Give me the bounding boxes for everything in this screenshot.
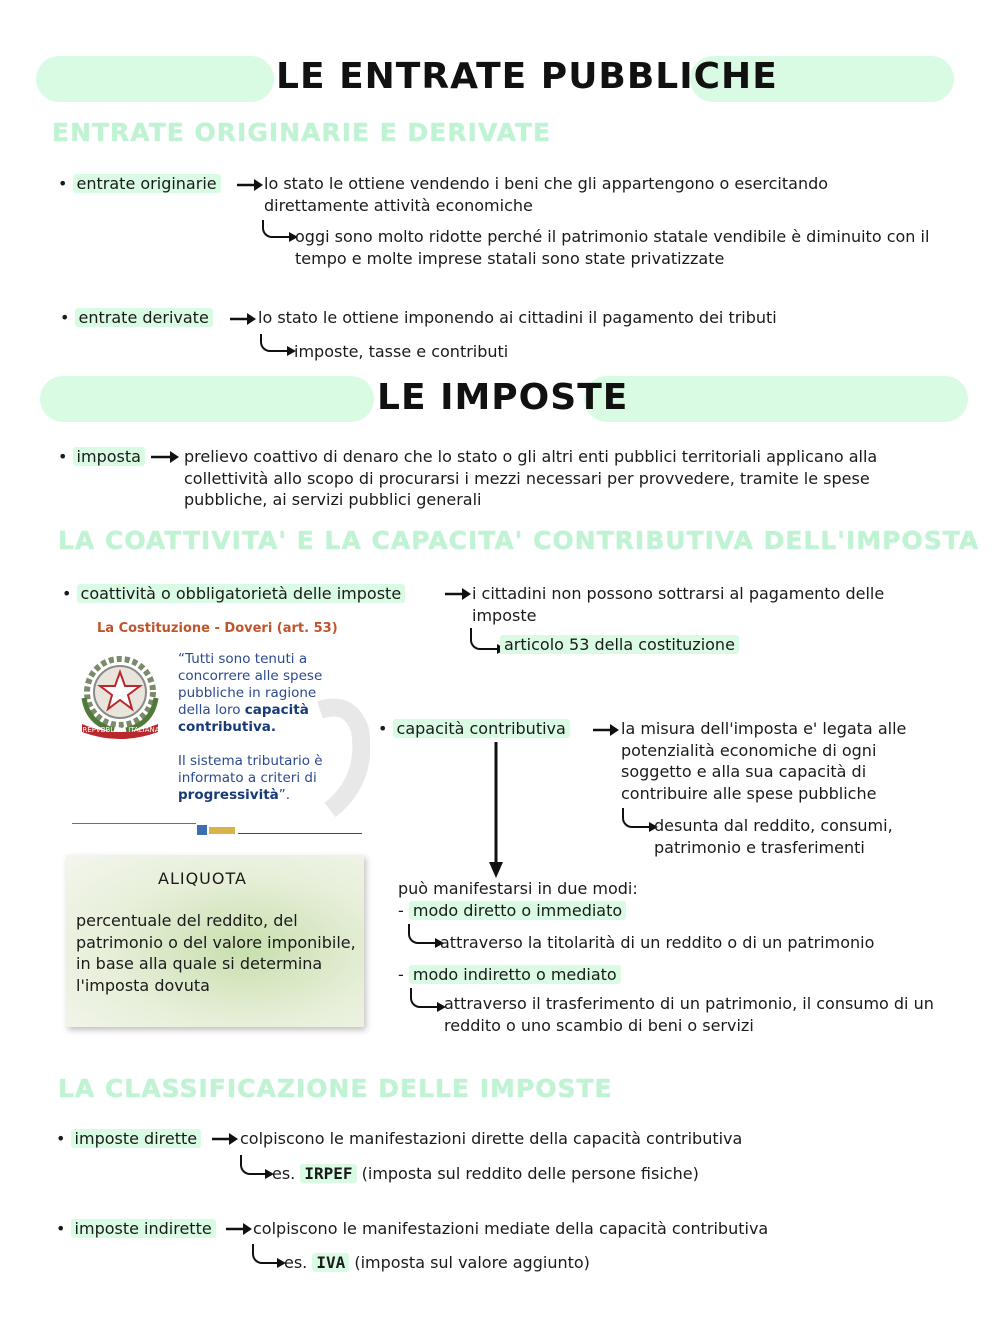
quote-bold-2: progressività bbox=[178, 787, 279, 803]
divider-line-left bbox=[72, 823, 196, 824]
note-modo-diretto: attraverso la titolarità di un reddito o di un patrimonio bbox=[440, 933, 875, 952]
hook-arrow-icon bbox=[262, 220, 290, 238]
bullet-imposte-indirette: • imposte indirette bbox=[56, 1218, 256, 1240]
term-imposte-indirette: imposte indirette bbox=[71, 1219, 216, 1238]
arrow-icon bbox=[592, 723, 620, 737]
hook-arrow-icon bbox=[410, 988, 438, 1008]
term-capacita-contributiva: capacità contributiva bbox=[393, 719, 570, 738]
hook-arrow-icon bbox=[408, 924, 436, 944]
hook-arrow-icon bbox=[470, 628, 498, 650]
def-capacita: la misura dell'imposta e' legata alle potenzialità economiche di ogni soggetto e alla sua capacità di contribuire alle spese pubbliche bbox=[621, 719, 907, 803]
watermark-shape bbox=[290, 690, 370, 820]
section-heading-coattivita: LA COATTIVITA' E LA CAPACITA' CONTRIBUTIVA DELL'IMPOSTA bbox=[58, 526, 980, 555]
term-entrate-originarie: entrate originarie bbox=[73, 174, 221, 193]
note-modo-indiretto: attraverso il trasferimento di un patrimonio, il consumo di un reddito o uno scambio di beni o servizi bbox=[444, 994, 934, 1035]
section-heading-entrate: ENTRATE ORIGINARIE E DERIVATE bbox=[52, 118, 552, 147]
term-iva: IVA bbox=[312, 1253, 349, 1272]
def-imposta: prelievo coattivo di denaro che lo stato o gli altri enti pubblici territoriali applicano alla collettività allo scopo di procurarsi i mezzi necessari per provvedere, tramite le spese pubbliche, ai servizi pubblici generali bbox=[184, 447, 878, 509]
aliquota-title: ALIQUOTA bbox=[158, 869, 247, 888]
bullet-entrate-originarie: • entrate originarie bbox=[58, 173, 268, 195]
page-title: LE ENTRATE PUBBLICHE bbox=[276, 56, 778, 97]
note-entrate-derivate: imposte, tasse e contributi bbox=[294, 342, 509, 361]
bullet-coattivita: • coattività o obbligatorietà delle imposte bbox=[62, 583, 452, 605]
modi-intro: può manifestarsi in due modi: bbox=[398, 879, 638, 898]
def-imposte-indirette: colpiscono le manifestazioni mediate della capacità contributiva bbox=[253, 1219, 769, 1238]
term-irpef: IRPEF bbox=[300, 1164, 356, 1183]
note-capacita: desunta dal reddito, consumi, patrimonio e trasferimenti bbox=[654, 816, 893, 857]
title-highlight-left bbox=[36, 56, 274, 102]
arrow-icon bbox=[229, 312, 257, 326]
iva-full: (imposta sul valore aggiunto) bbox=[354, 1253, 590, 1272]
term-articolo-53: articolo 53 della costituzione bbox=[500, 635, 739, 654]
quote-bold-1: capacità contributiva. bbox=[178, 702, 309, 735]
esempio-irpef bbox=[272, 1163, 872, 1185]
hook-arrow-icon bbox=[252, 1244, 278, 1264]
quote-end: ”. bbox=[278, 787, 291, 803]
bullet-capacita: • capacità contributiva bbox=[378, 718, 608, 740]
costituzione-heading: La Costituzione - Doveri (art. 53) bbox=[97, 621, 338, 636]
hook-arrow-icon bbox=[240, 1155, 266, 1175]
arrow-icon bbox=[444, 587, 472, 601]
seal-text: REPVBBLICA ITALIANA bbox=[82, 726, 160, 734]
irpef-full: (imposta sul reddito delle persone fisiche) bbox=[361, 1164, 699, 1183]
note-coattivita bbox=[500, 634, 800, 656]
aliquota-text: percentuale del reddito, del patrimonio o del valore imponibile, in base alla quale si determina l'imposta dovuta bbox=[76, 911, 356, 995]
term-modo-indiretto: modo indiretto o mediato bbox=[409, 965, 621, 984]
def-imposte-dirette: colpiscono le manifestazioni dirette della capacità contributiva bbox=[240, 1129, 743, 1148]
def-entrate-originarie: lo stato le ottiene vendendo i beni che gli appartengono o esercitando direttamente attività economiche bbox=[264, 174, 829, 215]
modo-diretto: - modo diretto o immediato bbox=[398, 900, 798, 922]
arrow-down-icon bbox=[486, 742, 506, 880]
title-highlight-left bbox=[40, 376, 374, 422]
es-label: es. bbox=[272, 1164, 296, 1183]
term-modo-diretto: modo diretto o immediato bbox=[409, 901, 626, 920]
section-heading-classificazione: LA CLASSIFICAZIONE DELLE IMPOSTE bbox=[58, 1074, 613, 1103]
es-label: es. bbox=[284, 1253, 308, 1272]
divider-line-right bbox=[238, 833, 362, 834]
logo-icon bbox=[196, 824, 238, 838]
bullet-imposta: • imposta bbox=[58, 446, 178, 468]
arrow-icon bbox=[211, 1132, 239, 1146]
hook-arrow-icon bbox=[622, 808, 650, 828]
arrow-icon bbox=[150, 450, 180, 464]
term-coattivita: coattività o obbligatorietà delle imposte bbox=[77, 584, 406, 603]
bullet-entrate-derivate: • entrate derivate bbox=[60, 307, 250, 329]
def-coattivita: i cittadini non possono sottrarsi al pagamento delle imposte bbox=[472, 584, 885, 625]
note-entrate-originarie: oggi sono molto ridotte perché il patrimonio statale vendibile è diminuito con il tempo e molte imprese statali sono state privatizzate bbox=[295, 227, 930, 268]
esempio-iva bbox=[284, 1252, 784, 1274]
quote-text-1: “Tutti sono tenuti a concorrere alle spese pubbliche in ragione della loro bbox=[178, 651, 323, 718]
term-entrate-derivate: entrate derivate bbox=[75, 308, 213, 327]
section-title-imposte: LE IMPOSTE bbox=[377, 377, 629, 418]
modo-indiretto: - modo indiretto o mediato bbox=[398, 964, 798, 986]
arrow-icon bbox=[225, 1222, 253, 1236]
term-imposte-dirette: imposte dirette bbox=[71, 1129, 202, 1148]
title-highlight-right bbox=[584, 376, 968, 422]
quote-text-2: Il sistema tributario è informato a criteri di bbox=[178, 753, 323, 786]
arrow-icon bbox=[236, 178, 264, 192]
bullet-imposte-dirette: • imposte dirette bbox=[56, 1128, 236, 1150]
hook-arrow-icon bbox=[260, 334, 288, 352]
term-imposta: imposta bbox=[73, 447, 145, 466]
def-entrate-derivate: lo stato le ottiene imponendo ai cittadini il pagamento dei tributi bbox=[258, 308, 777, 327]
